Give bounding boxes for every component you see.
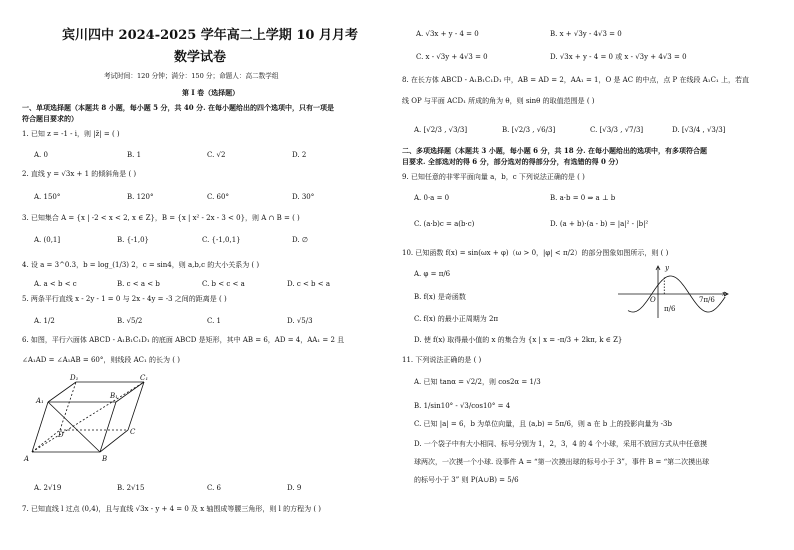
- q1-option-d[interactable]: D. 2: [292, 151, 307, 159]
- q2-stem: 2. 直线 y = √3x + 1 的倾斜角是 ( ): [22, 170, 137, 178]
- label-a1: A₁: [36, 397, 44, 405]
- q10-option-d[interactable]: D. 使 f(x) 取得最小值的 x 的集合为 {x | x = -π/3 + 2kπ, k ∈ Z}: [414, 336, 623, 344]
- q3-option-c[interactable]: C. {-1,0,1}: [202, 236, 241, 244]
- q11-stem: 11. 下列说法正确的是 ( ): [402, 356, 482, 364]
- q8-stem-2: 线 OP 与平面 ACD₁ 所成的角为 θ，则 sinθ 的取值范围是 ( ): [402, 97, 595, 105]
- q6-option-a[interactable]: A. 2√19: [34, 484, 62, 492]
- q8-option-b[interactable]: B. [√2/3 , √6/3]: [502, 126, 556, 134]
- q1-option-b[interactable]: B. 1: [127, 151, 142, 159]
- q7-option-a[interactable]: A. √3x + y - 4 = 0: [416, 30, 479, 38]
- q3-stem: 3. 已知集合 A = {x | -2 < x < 2, x ∈ Z}，B = {x | x² - 2x - 3 < 0}，则 A ∩ B = ( ): [22, 214, 300, 222]
- q5-option-c[interactable]: C. 1: [207, 317, 222, 325]
- graph-tick-7pi6: 7π/6: [699, 296, 715, 304]
- q9-option-a[interactable]: A. 0·a = 0: [414, 194, 450, 202]
- exam-title: 宾川四中 2024-2025 学年高二上学期 10 月月考: [62, 28, 358, 43]
- q2-option-d[interactable]: D. 30°: [292, 193, 315, 201]
- label-c1: C₁: [140, 374, 149, 382]
- label-d1: D₁: [70, 374, 79, 382]
- q4-option-d[interactable]: D. c < b < a: [287, 280, 331, 288]
- q7-option-b[interactable]: B. x + √3y - 4√3 = 0: [550, 30, 622, 38]
- exam-subtitle: 数学试卷: [174, 50, 227, 65]
- q1-option-c[interactable]: C. √2: [207, 151, 226, 159]
- q2-option-a[interactable]: A. 150°: [34, 193, 61, 201]
- section1-heading: 一、单项选择题（本题共 8 小题，每小题 5 分，共 40 分. 在每小题给出的四个选项中，只有一项是: [22, 103, 334, 112]
- q3-option-a[interactable]: A. (0,1]: [34, 236, 61, 244]
- volume-label: 第 I 卷（选择题）: [182, 88, 240, 97]
- q9-stem: 9. 已知任意的非零平面向量 a，b，c 下列说法正确的是 ( ): [402, 173, 585, 181]
- q9-option-c[interactable]: C. (a·b)c = a(b·c): [414, 220, 475, 228]
- q6-stem: 6. 如图，平行六面体 ABCD - A₁B₁C₁D₁ 的底面 ABCD 是矩形，其中 AB = 6，AD = 4，AA₁ = 2 且: [22, 336, 345, 344]
- q7-stem: 7. 已知直线 l 过点 (0,4)，且与直线 √3x - y + 4 = 0 及 x 轴围成等腰三角形，则 l 的方程为 ( ): [22, 505, 322, 513]
- section1-heading-2: 符合题目要求的）: [22, 114, 78, 123]
- q11-option-b[interactable]: B. 1/sin10° - √3/cos10° = 4: [414, 402, 511, 410]
- label-c: C: [130, 428, 136, 436]
- q8-option-d[interactable]: D. [√3/4 , √3/3]: [672, 126, 726, 134]
- q1-stem: 1. 已知 z = -1 - i，则 |z̄| = ( ): [22, 130, 120, 138]
- q6-option-b[interactable]: B. 2√15: [117, 484, 145, 492]
- label-b1: B₁: [110, 392, 118, 400]
- q11-option-c[interactable]: C. 已知 |a| = 6，b 为单位向量，且 ⟨a,b⟩ = 5π/6，则 a 在 b 上的投影向量为 -3b: [414, 420, 672, 428]
- q7-option-d[interactable]: D. √3x + y - 4 = 0 或 x - √3y + 4√3 = 0: [550, 53, 687, 61]
- q4-option-b[interactable]: B. c < a < b: [117, 280, 160, 288]
- q10-option-b[interactable]: B. f(x) 是奇函数: [414, 293, 466, 301]
- graph-x-label: x: [722, 290, 726, 298]
- q4-option-c[interactable]: C. b < c < a: [202, 280, 245, 288]
- q6-stem-2: ∠A₁AD = ∠A₁AB = 60°，则线段 AC₁ 的长为 ( ): [22, 356, 180, 364]
- q6-option-c[interactable]: C. 6: [207, 484, 222, 492]
- graph-origin-label: O: [650, 296, 656, 304]
- q11-option-a[interactable]: A. 已知 tanα = √2/2，则 cos2α = 1/3: [414, 378, 541, 386]
- q3-option-b[interactable]: B. {-1,0}: [117, 236, 149, 244]
- q1-option-a[interactable]: A. 0: [34, 151, 48, 159]
- q4-stem: 4. 设 a = 3^0.3，b = log_(1/3) 2，c = sin4，则 a,b,c 的大小关系为 ( ): [22, 261, 260, 269]
- q11-option-d[interactable]: D. 一个袋子中有大小相同、标号分别为 1，2，3，4 的 4 个小球，采用不放回方式从中任意摸: [414, 440, 707, 448]
- q8-stem: 8. 在长方体 ABCD - A₁B₁C₁D₁ 中，AB = AD = 2，AA₁ = 1，O 是 AC 的中点，点 P 在线段 A₁C₁ 上，若直: [402, 76, 749, 84]
- parallelepiped-figure: [22, 370, 152, 470]
- label-a: A: [24, 455, 30, 463]
- section2-heading: 二、多项选择题（本题共 3 小题，每小题 6 分，共 18 分. 在每小题给出的选项中，有多项符合题: [402, 146, 707, 155]
- q9-option-b[interactable]: B. a·b = 0 ⇒ a ⊥ b: [550, 194, 616, 202]
- label-d: D: [58, 431, 64, 439]
- label-b: B: [102, 455, 108, 463]
- graph-tick-pi6: π/6: [664, 305, 676, 313]
- q5-option-a[interactable]: A. 1/2: [34, 317, 55, 325]
- q7-option-c[interactable]: C. x - √3y + 4√3 = 0: [416, 53, 488, 61]
- q2-option-c[interactable]: C. 60°: [207, 193, 229, 201]
- q9-option-d[interactable]: D. (a + b)·(a - b) = |a|² - |b|²: [550, 220, 649, 228]
- q5-stem: 5. 两条平行直线 x - 2y - 1 = 0 与 2x - 4y = -3 之间的距离是 ( ): [22, 295, 227, 303]
- q10-option-a[interactable]: A. φ = π/6: [414, 270, 451, 278]
- q3-option-d[interactable]: D. ∅: [292, 236, 308, 244]
- q10-option-c[interactable]: C. f(x) 的最小正周期为 2π: [414, 315, 499, 323]
- exam-meta: 考试时间：120 分钟；满分：150 分；命题人：高二数学组: [104, 72, 279, 80]
- section2-heading-2: 目要求. 全部选对的得 6 分，部分选对的得部分分，有选错的得 0 分）: [402, 157, 623, 166]
- q6-option-d[interactable]: D. 9: [287, 484, 302, 492]
- q4-option-a[interactable]: A. a < b < c: [34, 280, 77, 288]
- q8-option-a[interactable]: A. [√2/3 , √3/3]: [414, 126, 468, 134]
- q2-option-b[interactable]: B. 120°: [127, 193, 154, 201]
- q10-stem: 10. 已知函数 f(x) = sin(ωx + φ)（ω > 0，|φ| < π/2）的部分图象如图所示，则 ( ): [402, 249, 669, 257]
- q5-option-b[interactable]: B. √5/2: [117, 317, 143, 325]
- q11-option-d-line3: 的标号小于 3” 则 P(A∪B) = 5/6: [414, 476, 519, 484]
- q11-option-d-line2: 球两次，一次摸一个小球. 设事件 A = “第一次摸出球的标号小于 3”，事件 B = “第二次摸出球: [414, 458, 710, 466]
- q8-option-c[interactable]: C. [√3/3 , √7/3]: [590, 126, 644, 134]
- q5-option-d[interactable]: D. √5/3: [287, 317, 313, 325]
- graph-y-label: y: [665, 264, 669, 272]
